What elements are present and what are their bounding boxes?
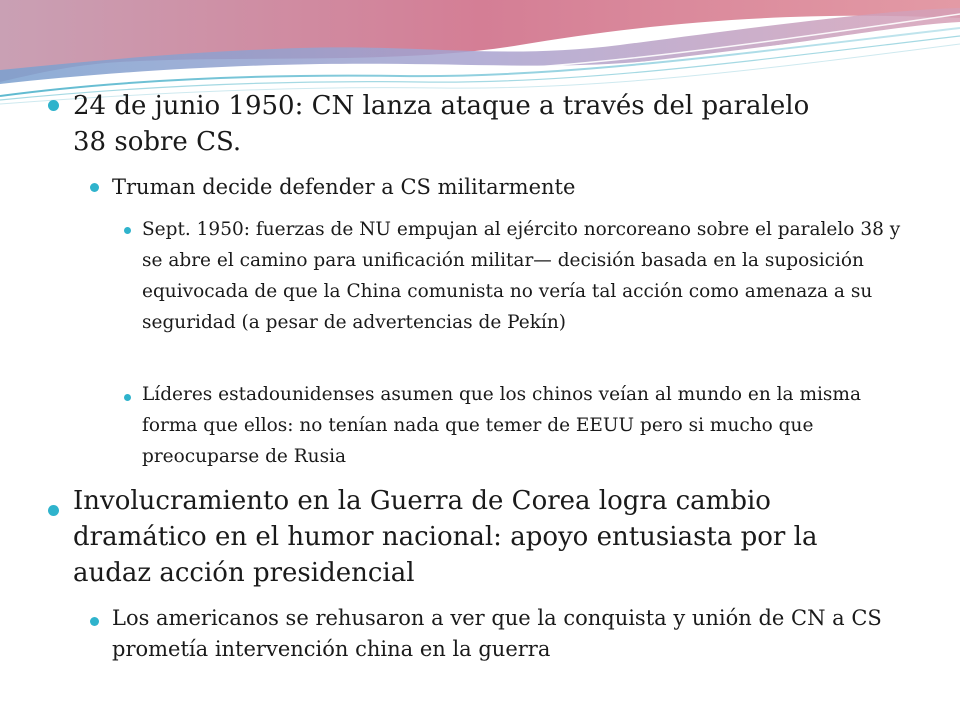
bullet-dot-icon xyxy=(124,394,131,401)
bullet-text: Truman decide defender a CS militarmente xyxy=(112,175,576,199)
bullet-text: Líderes estadounidenses asumen que los chinos veían al mundo en la misma forma que ellos: no tenían nada que temer de EEUU pero si mucho que preocuparse de Rusia xyxy=(142,384,861,467)
bullet-text: Los americanos se rehusaron a ver que la conquista y unión de CN a CS prometía intervención china en la guerra xyxy=(112,606,882,661)
bullet-text: Sept. 1950: fuerzas de NU empujan al ejército norcoreano sobre el paralelo 38 y se abre el camino para unificación militar— decisión basada en la suposición equivocada de que la China comunista no vería tal acción como amenaza a su seguridad (a pesar de advertencias de Pekín) xyxy=(142,219,901,333)
bullet-dot-icon xyxy=(90,617,99,626)
bullet-text: 24 de junio 1950: CN lanza ataque a través del paralelo 38 sobre CS. xyxy=(73,91,810,157)
bullet-dot-icon xyxy=(124,227,131,234)
bullet-text: Involucramiento en la Guerra de Corea logra cambio dramático en el humor nacional: apoyo entusiasta por la audaz acción presidencial xyxy=(73,486,818,588)
bullet-dot-icon xyxy=(90,183,99,192)
bullet-dot-icon xyxy=(48,100,59,111)
bullet-dot-icon xyxy=(48,505,59,516)
